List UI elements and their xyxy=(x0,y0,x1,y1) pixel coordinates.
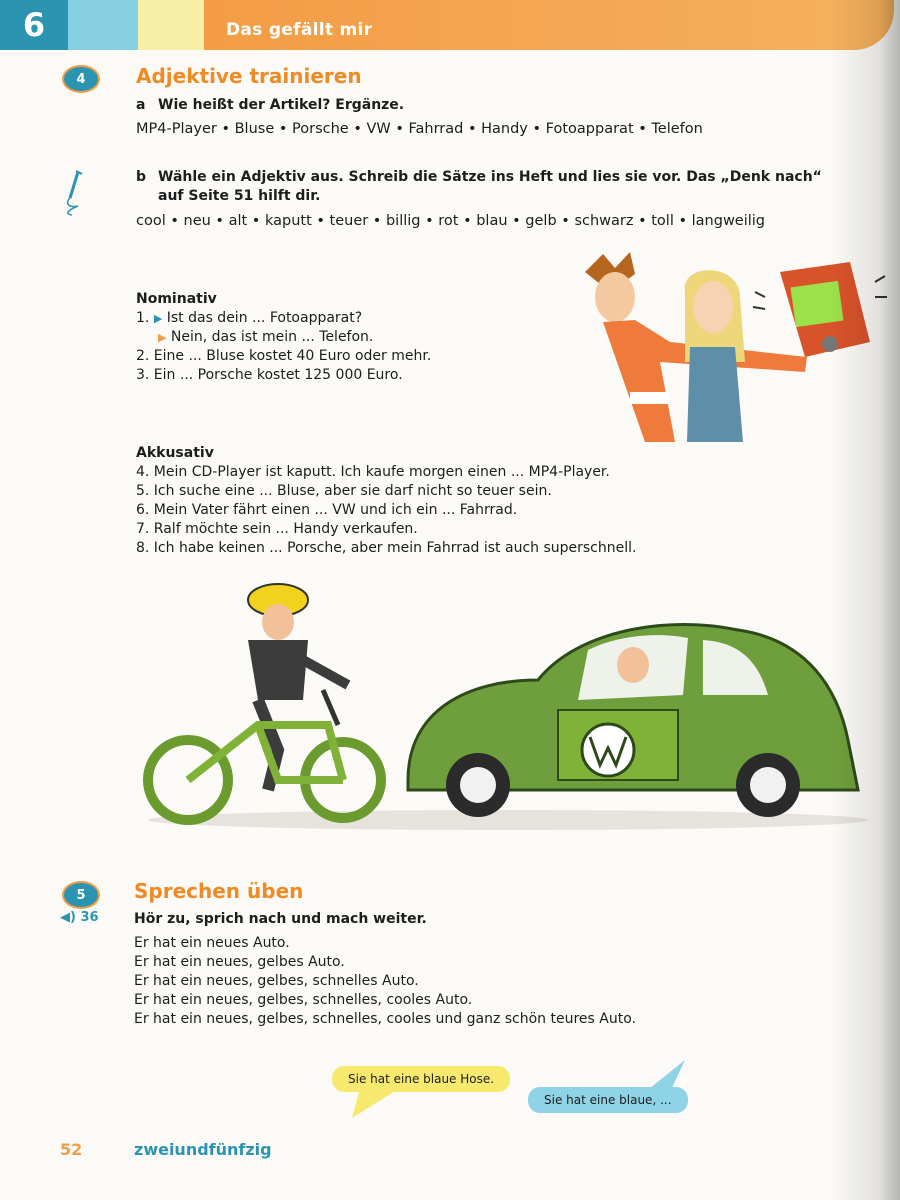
chapter-title: Das gefällt mir xyxy=(226,20,373,40)
line-1-answer: Nein, das ist mein ... Telefon. xyxy=(170,329,374,345)
akkusativ-block xyxy=(136,444,636,558)
exercise-4-title: Adjektive trainieren xyxy=(136,64,362,88)
akkusativ-line: 4. Mein CD-Player ist kaputt. Ich kaufe morgen einen ... MP4-Player. xyxy=(136,464,610,480)
speech-bubble-blue: Sie hat eine blaue, ... xyxy=(528,1087,688,1113)
exercise-5-instruction: Hör zu, sprich nach und mach weiter. xyxy=(134,911,427,927)
speaking-line: Er hat ein neues, gelbes, schnelles, cooles Auto. xyxy=(134,992,473,1008)
task-b-wordlist: cool • neu • alt • kaputt • teuer • billig • rot • blau • gelb • schwarz • toll • langweilig xyxy=(136,213,766,229)
blue-triangle-icon: ▶ xyxy=(153,312,163,325)
speaking-lines xyxy=(134,934,636,1029)
task-a-wordlist: MP4-Player • Bluse • Porsche • VW • Fahrrad • Handy • Fotoapparat • Telefon xyxy=(136,121,703,137)
pencil-icon xyxy=(60,168,90,216)
nominativ-line-2: 2. Eine ... Bluse kostet 40 Euro oder mehr. xyxy=(136,348,432,364)
audio-track[interactable] xyxy=(60,910,99,925)
page-number: 52 xyxy=(60,1140,83,1159)
header-strip-blue xyxy=(68,0,138,50)
akkusativ-line: 8. Ich habe keinen ... Porsche, aber mein Fahrrad ist auch superschnell. xyxy=(136,540,637,556)
speaker-icon: ◀) xyxy=(60,910,76,925)
nominativ-line-3: 3. Ein ... Porsche kostet 125 000 Euro. xyxy=(136,367,403,383)
nominativ-line-1-answer xyxy=(136,328,431,347)
task-b-letter: b xyxy=(136,169,147,185)
speech-bubble-yellow: Sie hat eine blaue Hose. xyxy=(332,1066,510,1092)
speaking-line: Er hat ein neues Auto. xyxy=(134,935,290,951)
chapter-number: 6 xyxy=(0,0,68,50)
nominativ-line-1 xyxy=(136,309,431,328)
akkusativ-line: 7. Ralf möchte sein ... Handy verkaufen. xyxy=(136,521,418,537)
chapter-header xyxy=(0,0,900,50)
task-a-letter: a xyxy=(136,97,146,113)
exercise-4-badge: 4 xyxy=(62,65,100,93)
exercise-5-badge: 5 xyxy=(62,881,100,909)
nominativ-block xyxy=(136,290,431,385)
yellow-bubble-tail xyxy=(350,1088,410,1120)
task-a-instruction: Wie heißt der Artikel? Ergänze. xyxy=(158,97,405,113)
task-b-heading xyxy=(136,168,836,206)
cyclist-and-car-illustration xyxy=(138,580,878,835)
task-b-instruction-line1: Wähle ein Adjektiv aus. Schreib die Sätze ins Heft und lies sie vor. Das „Denk nach“ xyxy=(158,169,822,185)
speaking-line: Er hat ein neues, gelbes Auto. xyxy=(134,954,345,970)
akkusativ-heading: Akkusativ xyxy=(136,445,214,461)
teens-with-phone-illustration xyxy=(575,252,890,447)
akkusativ-line: 6. Mein Vater fährt einen ... VW und ich ein ... Fahrrad. xyxy=(136,502,518,518)
line-1-question: Ist das dein ... Fotoapparat? xyxy=(166,310,363,326)
task-a-heading xyxy=(136,96,404,115)
header-strip-yellow xyxy=(138,0,204,50)
task-b-instruction-line2: auf Seite 51 hilft dir. xyxy=(158,188,321,204)
page-number-word: zweiundfünfzig xyxy=(134,1140,272,1159)
akkusativ-line: 5. Ich suche eine ... Bluse, aber sie darf nicht so teuer sein. xyxy=(136,483,552,499)
audio-track-number: 36 xyxy=(80,910,99,925)
exercise-5-title: Sprechen üben xyxy=(134,879,304,903)
line-1-number: 1. xyxy=(136,310,150,326)
nominativ-heading: Nominativ xyxy=(136,291,217,307)
speaking-line: Er hat ein neues, gelbes, schnelles, cooles und ganz schön teures Auto. xyxy=(134,1011,636,1027)
orange-triangle-icon: ▶ xyxy=(158,331,167,344)
speaking-line: Er hat ein neues, gelbes, schnelles Auto. xyxy=(134,973,419,989)
